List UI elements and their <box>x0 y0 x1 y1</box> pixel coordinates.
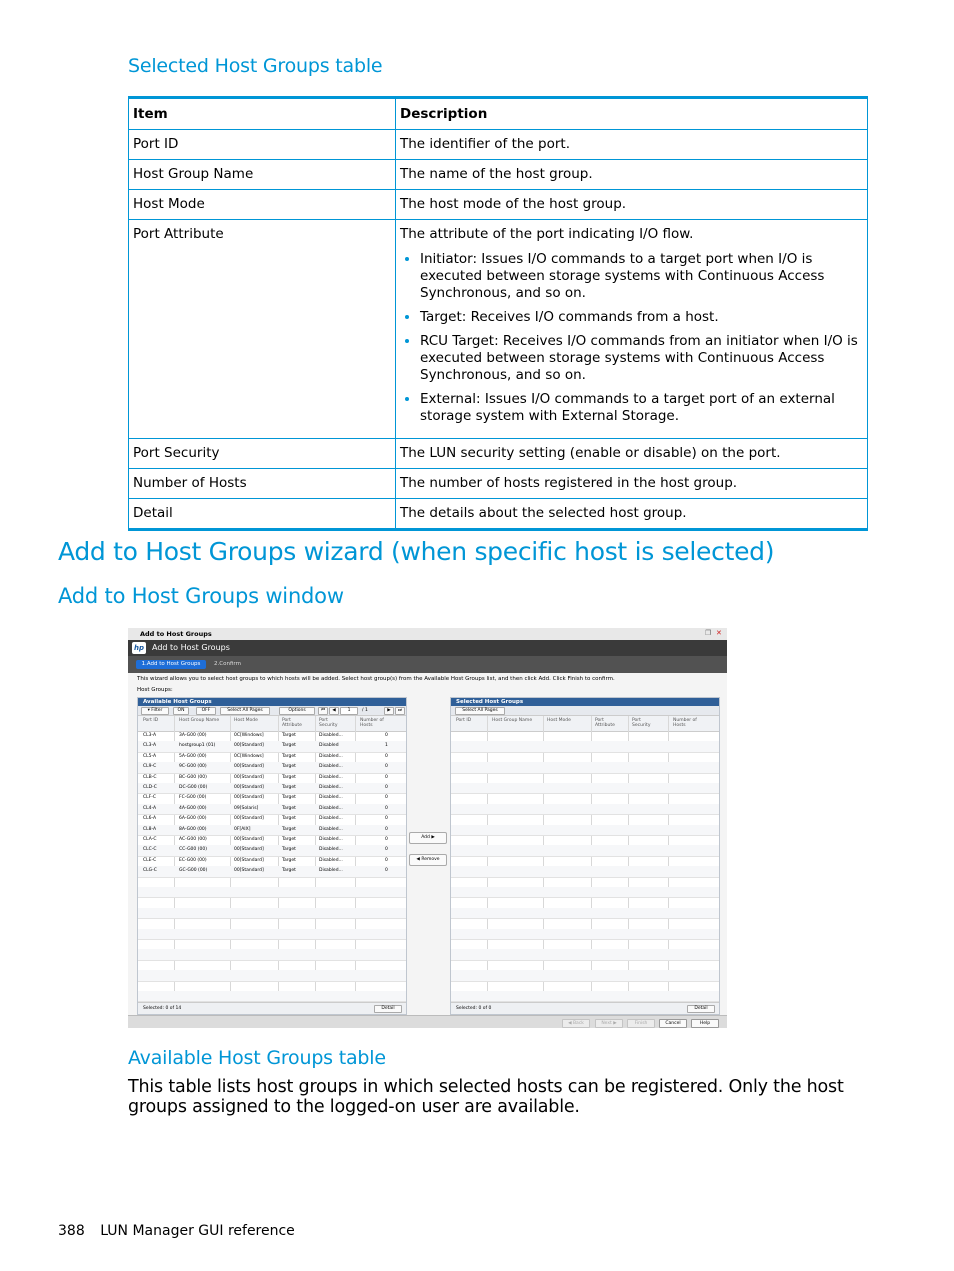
selected-column-headers <box>451 716 719 732</box>
item-cell: Port Attribute <box>129 220 396 439</box>
grid-cell: FC-G00 (00) <box>179 795 207 801</box>
grid-cell: 09[Solaris] <box>234 805 259 811</box>
column-header[interactable]: Port Attribute <box>595 718 615 728</box>
available-grid <box>138 731 406 1003</box>
first-page-icon[interactable]: ⏮ <box>318 707 328 715</box>
available-host-groups-heading: Available Host Groups table <box>128 1047 386 1069</box>
grid-cell: 0C[Windows] <box>234 733 264 738</box>
grid-cell: Target <box>282 826 296 832</box>
grid-cell: CL3-A <box>143 743 157 749</box>
grid-cell: 0 <box>385 837 388 842</box>
grid-cell: CL8-A <box>143 826 157 832</box>
column-header[interactable]: Host Mode <box>547 718 571 723</box>
grid-cell: Disabled... <box>319 753 343 759</box>
grid-cell: Target <box>282 857 296 863</box>
grid-cell: Target <box>282 847 296 853</box>
column-header-item: Item <box>129 98 396 130</box>
grid-cell: 0 <box>385 805 388 811</box>
grid-cell: CLC-C <box>143 847 157 853</box>
grid-cell: 0 <box>385 857 388 863</box>
grid-cell: 00[Standard] <box>234 764 264 770</box>
wizard-heading: Add to Host Groups wizard (when specific host is selected) <box>58 537 775 566</box>
description-cell: The identifier of the port. <box>396 130 868 160</box>
grid-cell: 0 <box>385 826 388 832</box>
grid-cell: 4A-G00 (00) <box>179 805 207 811</box>
grid-cell: 0C[Windows] <box>234 753 264 759</box>
close-icon[interactable]: ✕ <box>716 629 722 637</box>
grid-cell: 00[Standard] <box>234 774 264 780</box>
wizard-banner <box>128 640 727 656</box>
column-header[interactable]: Host Group Name <box>179 718 220 723</box>
available-host-groups-panel <box>137 697 407 1015</box>
table-row <box>129 499 868 530</box>
grid-cell: 00[Standard] <box>234 847 264 853</box>
page-number-input[interactable]: 1 <box>340 707 358 715</box>
selected-detail-button[interactable]: Detail <box>687 1005 715 1013</box>
grid-cell: CLB-C <box>143 774 157 780</box>
wizard-button-bar <box>128 1015 727 1028</box>
available-detail-button[interactable]: Detail <box>374 1005 402 1013</box>
grid-cell: Target <box>282 753 296 759</box>
grid-cell: Disabled <box>319 743 339 749</box>
list-item: • Initiator: Issues I/O commands to a target port when I/O is executed between storage systems with Continuous Access Synchronous, and so on. <box>420 251 863 302</box>
column-header[interactable]: Port ID <box>143 718 159 723</box>
selected-selected-count: Selected: 0 of 0 <box>456 1006 492 1011</box>
available-column-headers <box>138 716 406 732</box>
select-all-pages-button[interactable]: Select All Pages <box>220 707 270 715</box>
column-header[interactable]: Host Mode <box>234 718 258 723</box>
wizard-body <box>128 673 727 1015</box>
item-cell: Number of Hosts <box>129 469 396 499</box>
finish-button[interactable]: Finish <box>627 1019 655 1028</box>
grid-cell: 00[Standard] <box>234 868 264 874</box>
help-button[interactable]: Help <box>691 1019 719 1028</box>
description-cell <box>396 220 868 439</box>
grid-cell: Disabled... <box>319 805 343 811</box>
selected-footer <box>451 1002 719 1014</box>
wizard-steps <box>128 656 727 673</box>
add-to-host-groups-screenshot <box>128 628 727 1028</box>
column-header[interactable]: Host Group Name <box>492 718 533 723</box>
banner-title: Add to Host Groups <box>152 643 230 652</box>
remove-button[interactable]: ◀ Remove <box>409 854 447 866</box>
grid-cell: Disabled... <box>319 764 343 770</box>
hp-logo-icon: hp <box>134 644 144 652</box>
footer-title: LUN Manager GUI reference <box>100 1223 295 1239</box>
column-header[interactable]: Port Security <box>632 718 651 728</box>
last-page-icon[interactable]: ⏭ <box>395 707 405 715</box>
available-panel-title: Available Host Groups <box>138 698 406 706</box>
window-heading: Add to Host Groups window <box>58 584 344 608</box>
grid-cell: CLF-C <box>143 795 157 801</box>
page-total: / 1 <box>362 708 368 713</box>
grid-cell: Disabled... <box>319 837 343 842</box>
host-groups-label: Host Groups: <box>137 687 173 693</box>
selected-panel-title: Selected Host Groups <box>451 698 719 706</box>
port-attribute-list <box>400 251 863 425</box>
grid-cell: CLE-C <box>143 857 157 863</box>
grid-cell: 9C-G00 (00) <box>179 764 207 770</box>
selected-toolbar <box>451 706 719 716</box>
cancel-button[interactable]: Cancel <box>659 1019 687 1028</box>
list-item: • RCU Target: Receives I/O commands from an initiator when I/O is executed between storage systems with Continuous Access Synchronous, and so on. <box>420 333 863 384</box>
column-header-description: Description <box>396 98 868 130</box>
grid-cell: 0 <box>385 733 388 738</box>
prev-page-icon[interactable]: ◀ <box>329 707 339 715</box>
grid-cell: Disabled... <box>319 857 343 863</box>
description-cell: The name of the host group. <box>396 160 868 190</box>
restore-icon[interactable]: ❐ <box>705 629 712 637</box>
grid-cell: CL5-A <box>143 753 157 759</box>
grid-cell: Disabled... <box>319 847 343 853</box>
list-item: • External: Issues I/O commands to a target port of an external storage system with External Storage. <box>420 391 863 425</box>
description-cell: The LUN security setting (enable or disable) on the port. <box>396 439 868 469</box>
grid-cell: 6A-G00 (00) <box>179 816 207 822</box>
grid-cell: Target <box>282 774 296 780</box>
column-header[interactable]: Port Security <box>319 718 338 728</box>
grid-cell: CL3-A <box>143 733 157 738</box>
grid-cell: Target <box>282 764 296 770</box>
page-number: 388 <box>58 1223 85 1239</box>
grid-cell: Target <box>282 743 296 749</box>
select-all-pages-button[interactable]: Select All Pages <box>455 707 505 715</box>
grid-cell: 00[Standard] <box>234 795 264 801</box>
grid-cell: 5A-G00 (00) <box>179 753 207 759</box>
grid-cell: CLD-C <box>143 785 157 790</box>
item-cell: Port ID <box>129 130 396 160</box>
grid-cell: CLA-C <box>143 837 157 842</box>
wizard-instructions: This wizard allows you to select host groups to which hosts will be added. Select host group(s) from the Available Host Groups list, and then click Add. Click Finish to confirm. <box>137 676 615 682</box>
grid-cell: 0 <box>385 753 388 759</box>
item-cell: Detail <box>129 499 396 530</box>
grid-cell: Target <box>282 837 296 842</box>
filter-off-button[interactable]: OFF <box>196 707 216 715</box>
table-header-row <box>129 98 868 130</box>
table-row <box>129 220 868 439</box>
grid-cell: 3A-G00 (00) <box>179 733 207 738</box>
back-button[interactable]: ◀ Back <box>562 1019 590 1028</box>
table-row <box>129 439 868 469</box>
column-header[interactable]: Number of Hosts <box>360 718 384 728</box>
grid-cell: hostgroup1 (01) <box>179 743 216 749</box>
grid-cell: 0 <box>385 868 388 874</box>
step-add-to-host-groups: 1.Add to Host Groups <box>136 660 206 669</box>
grid-cell: CL6-A <box>143 816 157 822</box>
grid-cell: AC-G00 (00) <box>179 837 207 842</box>
table-row <box>129 190 868 220</box>
available-footer <box>138 1002 406 1014</box>
available-host-groups-description: This table lists host groups in which selected hosts can be registered. Only the host groups assigned to the logged-on user are available. <box>128 1077 844 1117</box>
description-text: The attribute of the port indicating I/O flow. <box>400 226 694 242</box>
grid-cell: 00[Standard] <box>234 785 264 790</box>
grid-cell: CC-G00 (00) <box>179 847 207 853</box>
grid-cell: CL9-C <box>143 764 157 770</box>
column-header[interactable]: Port Attribute <box>282 718 302 728</box>
grid-cell: Disabled... <box>319 868 343 874</box>
description-cell: The details about the selected host group. <box>396 499 868 530</box>
item-cell: Host Mode <box>129 190 396 220</box>
grid-cell: 8A-G00 (00) <box>179 826 207 832</box>
column-header[interactable]: Port ID <box>456 718 472 723</box>
grid-cell: CLG-C <box>143 868 157 874</box>
grid-cell: Disabled... <box>319 785 343 790</box>
grid-cell: GC-G00 (00) <box>179 868 208 874</box>
step-confirm: 2.Confirm <box>214 661 241 667</box>
grid-cell: Target <box>282 733 296 738</box>
grid-cell: 0 <box>385 774 388 780</box>
table-row[interactable] <box>451 991 719 1002</box>
item-cell: Port Security <box>129 439 396 469</box>
grid-cell: Target <box>282 785 296 790</box>
grid-cell: Disabled... <box>319 816 343 822</box>
next-button[interactable]: Next ▶ <box>595 1019 623 1028</box>
page-footer <box>58 1223 295 1239</box>
table-row[interactable] <box>138 991 406 1002</box>
list-item: • Target: Receives I/O commands from a host. <box>420 309 863 326</box>
filter-on-button[interactable]: ON <box>173 707 189 715</box>
grid-cell: 1 <box>385 743 388 749</box>
grid-cell: Disabled... <box>319 826 343 832</box>
grid-cell: 00[Standard] <box>234 743 264 749</box>
column-header[interactable]: Number of Hosts <box>673 718 697 728</box>
grid-cell: Target <box>282 868 296 874</box>
selected-host-groups-panel <box>450 697 720 1015</box>
selected-host-groups-heading: Selected Host Groups table <box>128 55 383 77</box>
grid-cell: Disabled... <box>319 733 343 738</box>
description-cell: The host mode of the host group. <box>396 190 868 220</box>
grid-cell: CL4-A <box>143 805 157 811</box>
filter-button[interactable] <box>141 707 169 715</box>
window-title: Add to Host Groups <box>140 630 212 638</box>
grid-cell: 0 <box>385 785 388 790</box>
grid-cell: Disabled... <box>319 774 343 780</box>
grid-cell: Disabled... <box>319 795 343 801</box>
item-cell: Host Group Name <box>129 160 396 190</box>
available-selected-count: Selected: 0 of 14 <box>143 1006 182 1011</box>
grid-cell: BC-G00 (00) <box>179 774 207 780</box>
grid-cell: 00[Standard] <box>234 816 264 822</box>
grid-cell: Target <box>282 805 296 811</box>
available-toolbar <box>138 706 406 716</box>
grid-cell: 00[Standard] <box>234 857 264 863</box>
options-button[interactable]: Options <box>279 707 315 715</box>
filter-icon: ▾ <box>147 708 150 713</box>
next-page-icon[interactable]: ▶ <box>384 707 394 715</box>
add-button[interactable]: Add ▶ <box>409 832 447 844</box>
grid-cell: 0 <box>385 847 388 853</box>
table-row <box>129 160 868 190</box>
grid-cell: 00[Standard] <box>234 837 264 842</box>
grid-cell: EC-G00 (00) <box>179 857 207 863</box>
grid-cell: 0 <box>385 764 388 770</box>
filter-label: Filter <box>151 708 163 713</box>
table-row <box>129 469 868 499</box>
grid-cell: Target <box>282 795 296 801</box>
selected-grid <box>451 731 719 1003</box>
grid-cell: 0F[AIX] <box>234 826 251 832</box>
grid-cell: 0 <box>385 795 388 801</box>
description-cell: The number of hosts registered in the host group. <box>396 469 868 499</box>
table-row <box>129 130 868 160</box>
grid-cell: Target <box>282 816 296 822</box>
grid-cell: 0 <box>385 816 388 822</box>
selected-host-groups-table <box>128 96 868 531</box>
grid-cell: DC-G00 (00) <box>179 785 208 790</box>
